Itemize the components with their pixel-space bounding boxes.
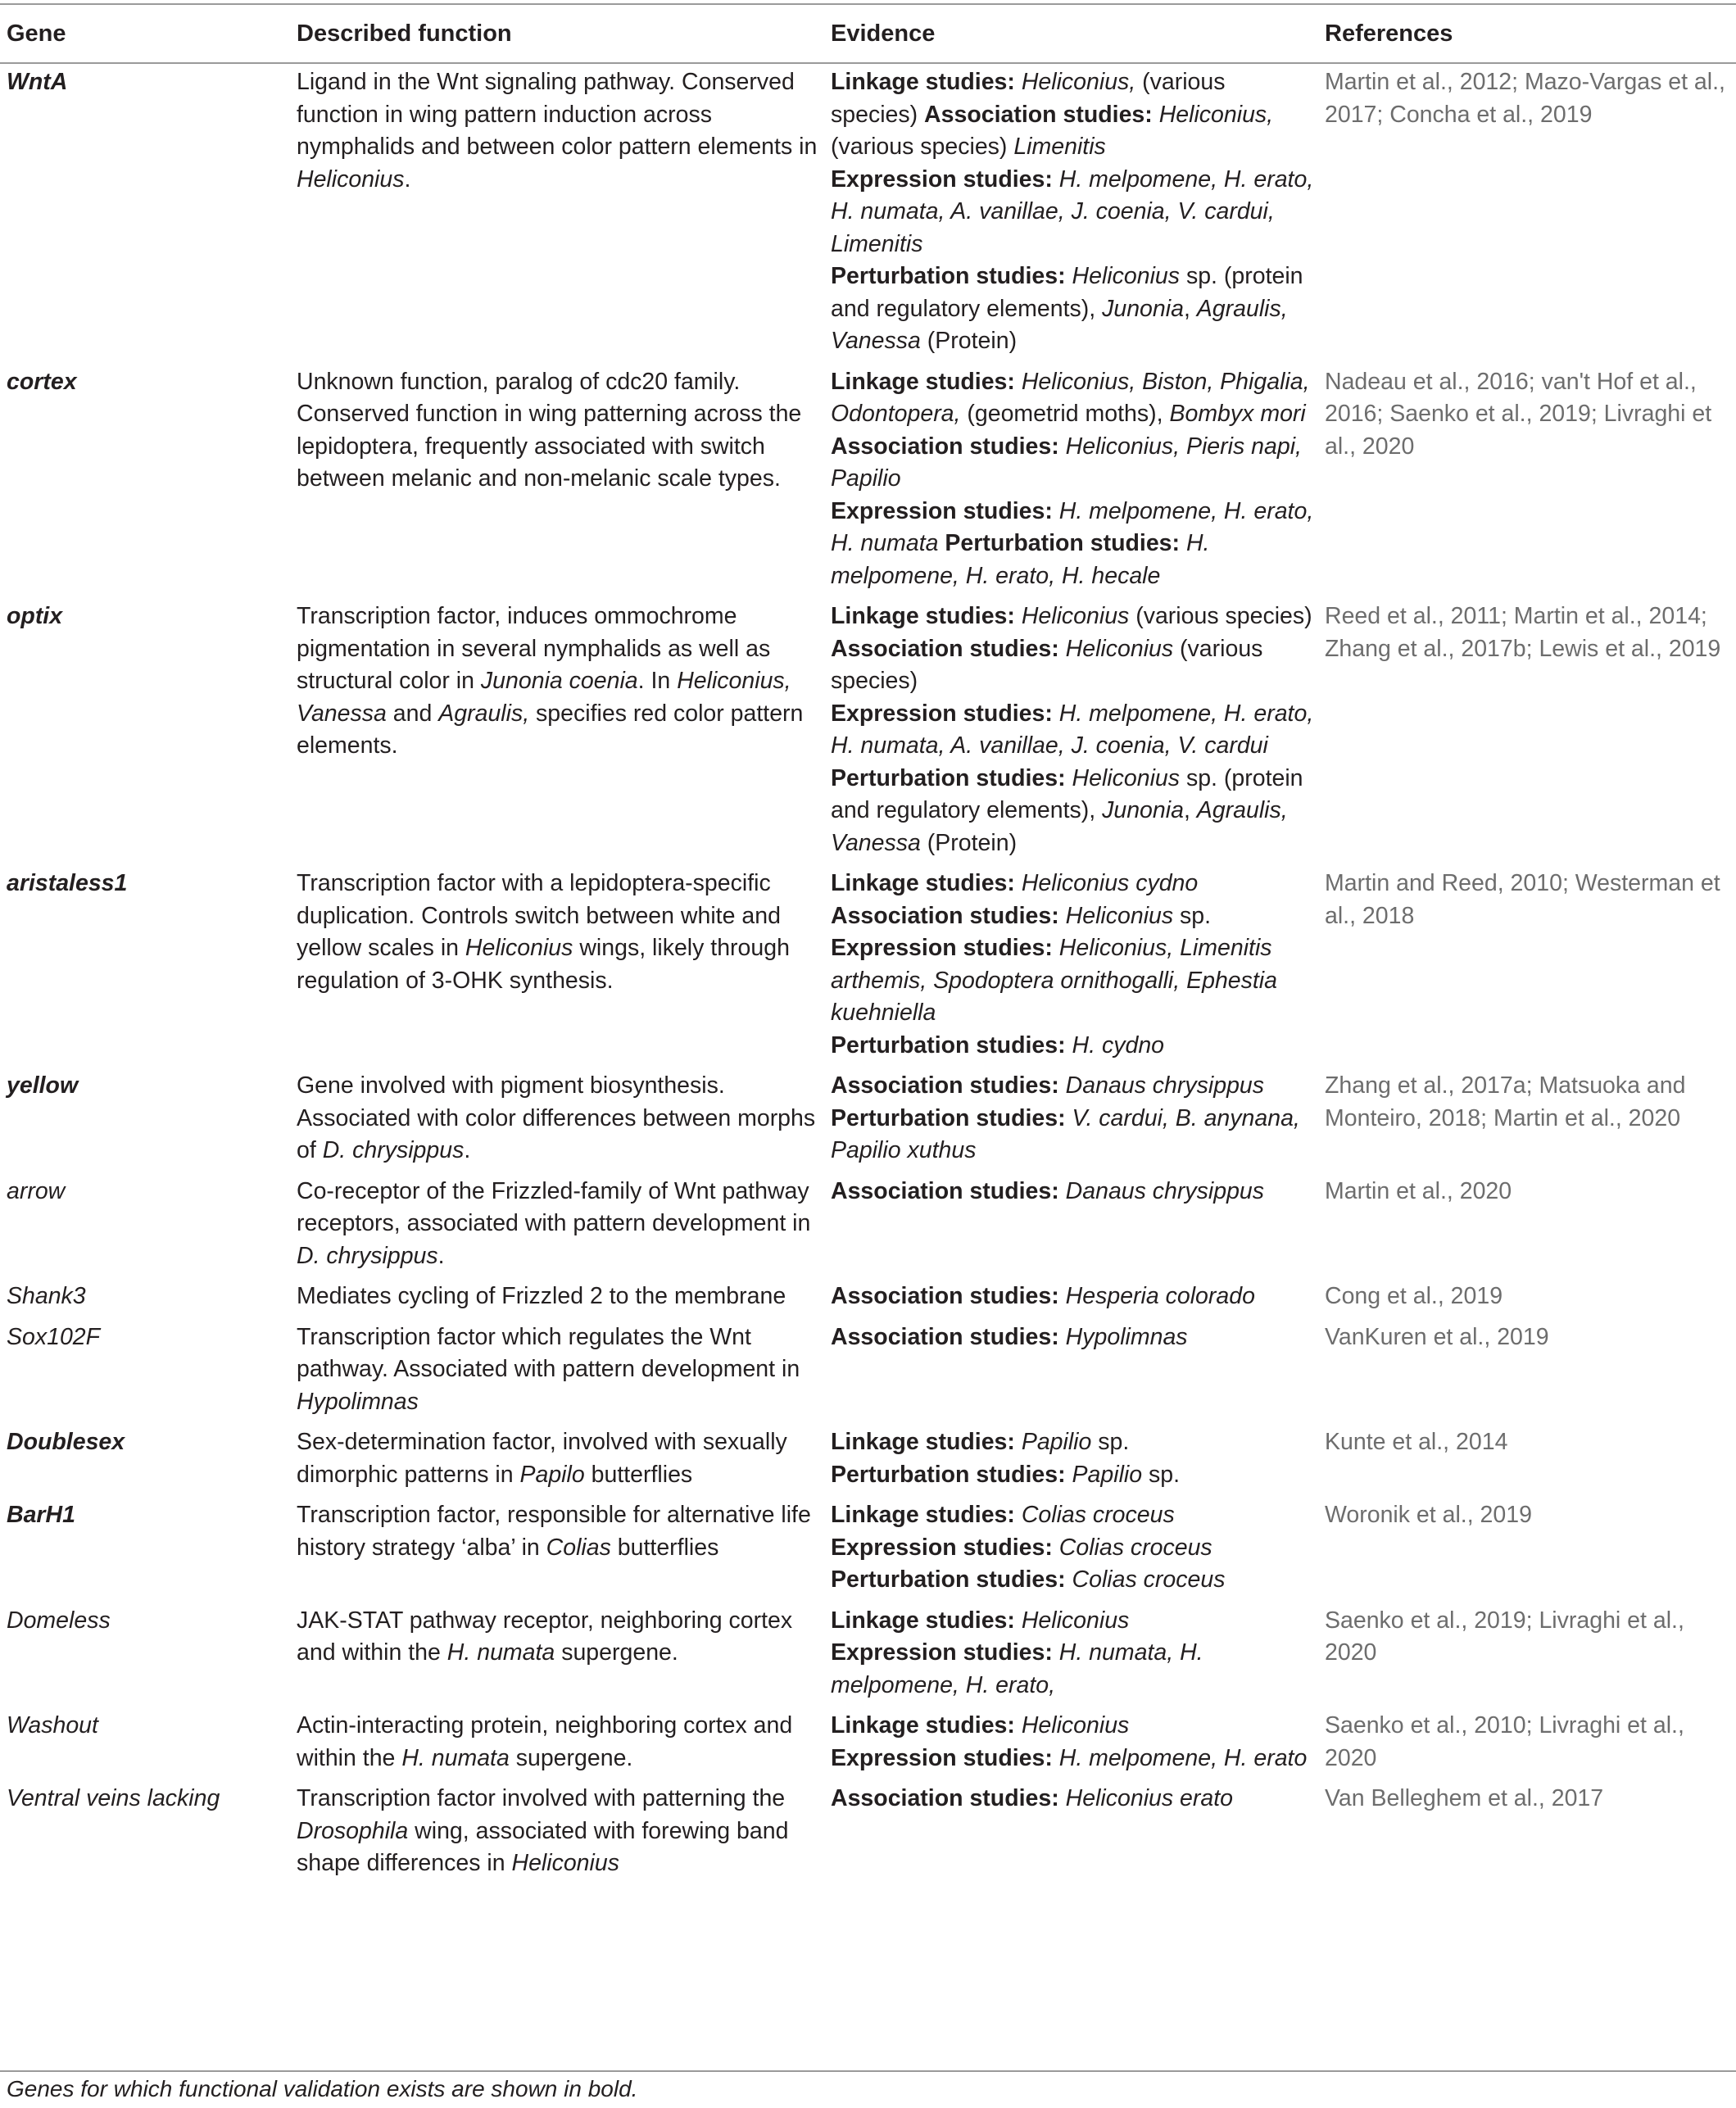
evidence-segment: Perturbation studies:	[831, 764, 1072, 791]
evidence-segment: Association studies:	[831, 433, 1066, 460]
function-segment: butterflies	[584, 1461, 693, 1488]
gene-cell: Doublesex	[7, 1429, 125, 1455]
evidence-segment: Heliconius	[1072, 263, 1181, 289]
function-segment: Sex-determination factor, involved with sexually dimorphic patterns in	[297, 1429, 787, 1488]
evidence-segment: Linkage studies:	[831, 603, 1022, 629]
gene-cell: Ventral veins lacking	[7, 1785, 220, 1811]
table-row	[0, 1705, 1736, 1778]
header-gene: Gene	[7, 20, 66, 47]
table-row	[0, 361, 1736, 596]
table-row	[0, 1317, 1736, 1422]
evidence-segment: Colias croceus	[1021, 1502, 1175, 1528]
function-cell	[297, 1421, 831, 1494]
evidence-segment: Perturbation studies:	[945, 530, 1186, 556]
evidence-segment: Association studies:	[831, 1323, 1066, 1350]
evidence-segment: Expression studies:	[831, 1639, 1059, 1666]
function-segment: Transcription factor which regulates the Wnt pathway. Associated with pattern development in	[297, 1323, 800, 1382]
references-cell: Martin et al., 2020	[1325, 1177, 1512, 1204]
evidence-cell	[831, 1317, 1325, 1422]
evidence-segment: Association studies:	[831, 902, 1066, 929]
references-cell: Saenko et al., 2010; Livraghi et al., 2020	[1325, 1712, 1684, 1771]
table-row	[0, 1171, 1736, 1276]
function-segment: supergene.	[555, 1639, 678, 1666]
table-row	[0, 1421, 1736, 1494]
evidence-segment: Heliconius	[1021, 1607, 1130, 1634]
function-segment: .	[404, 165, 411, 193]
evidence-segment: Hesperia colorado	[1065, 1283, 1255, 1309]
table-row	[0, 863, 1736, 1065]
evidence-segment: Expression studies:	[831, 1744, 1059, 1771]
gene-cell: Shank3	[7, 1283, 86, 1309]
evidence-segment: Colias croceus	[1058, 1534, 1212, 1561]
evidence-segment: Linkage studies:	[831, 1607, 1022, 1634]
function-cell	[297, 1276, 831, 1317]
evidence-cell	[831, 1705, 1325, 1778]
table-body	[0, 61, 1736, 1884]
evidence-segment: (various species)	[831, 69, 1226, 128]
evidence-segment: Heliconius	[1021, 1712, 1130, 1739]
function-segment: H. numata	[446, 1639, 555, 1666]
function-segment: Unknown function, paralog of cdc20 family. Conserved function in wing patterning across the lepidoptera, frequently associated with switch between melanic and non-melanic scale types.	[297, 368, 802, 492]
function-segment: H. numata	[401, 1744, 510, 1771]
bottom-rule	[0, 2070, 1736, 2072]
evidence-segment: sp.	[1173, 902, 1212, 929]
function-segment: Ligand in the Wnt signaling pathway. Conserved function in wing pattern induction across nymphalids and between color pattern elements in	[297, 69, 818, 160]
header-function: Described function	[297, 20, 512, 47]
function-segment: Heliconius, Vanessa	[297, 668, 791, 727]
evidence-segment: H. melpomene, H. erato, H. numata	[831, 497, 1314, 556]
table-row	[0, 596, 1736, 863]
function-segment: Drosophila	[297, 1817, 409, 1844]
function-segment: D. chrysippus	[297, 1242, 438, 1269]
references-cell: Martin et al., 2012; Mazo-Vargas et al., 2017; Concha et al., 2019	[1325, 69, 1725, 128]
function-segment: Gene involved with pigment biosynthesis. Associated with color differences between morphs of	[297, 1072, 816, 1163]
evidence-segment: Junonia	[1102, 797, 1184, 823]
gene-cell: WntA	[7, 69, 68, 95]
references-cell: Saenko et al., 2019; Livraghi et al., 2020	[1325, 1607, 1684, 1666]
evidence-segment: Heliconius erato	[1065, 1785, 1234, 1811]
evidence-segment: Heliconius, Biston, Phigalia, Odontopera,	[831, 368, 1310, 427]
function-segment: Heliconius	[297, 165, 405, 193]
evidence-segment: Expression studies:	[831, 700, 1059, 727]
evidence-segment: Heliconius	[1072, 764, 1181, 791]
evidence-segment: (various species)	[1129, 603, 1312, 629]
references-cell: Zhang et al., 2017a; Matsuoka and Monteiro, 2018; Martin et al., 2020	[1325, 1072, 1686, 1131]
header-references: References	[1325, 20, 1453, 47]
function-segment: .	[464, 1137, 471, 1163]
evidence-segment: ,	[1183, 295, 1197, 322]
evidence-segment: H. melpomene, H. erato, H. numata, A. vanillae, J. coenia, V. cardui, Limenitis	[831, 165, 1314, 257]
references-cell: Kunte et al., 2014	[1325, 1429, 1508, 1455]
evidence-segment: sp. (protein and regulatory elements),	[831, 263, 1303, 322]
evidence-cell	[831, 1421, 1325, 1494]
evidence-segment: Linkage studies:	[831, 870, 1022, 896]
gene-cell: arrow	[7, 1177, 66, 1204]
evidence-cell	[831, 863, 1325, 1065]
evidence-segment: Bombyx mori	[1169, 401, 1306, 427]
evidence-cell	[831, 1600, 1325, 1706]
function-segment: Transcription factor with a lepidoptera-specific duplication. Controls switch between white and yellow scales in	[297, 870, 781, 961]
evidence-cell	[831, 1276, 1325, 1317]
evidence-segment: Papilio	[1021, 1429, 1092, 1455]
evidence-segment: Expression studies:	[831, 935, 1059, 961]
evidence-segment: H. cydno	[1072, 1031, 1165, 1059]
evidence-segment: (various species)	[831, 134, 1014, 160]
function-segment: Agraulis,	[438, 700, 530, 727]
function-segment: JAK-STAT pathway receptor, neighboring cortex and within the	[297, 1607, 793, 1666]
function-segment: Hypolimnas	[297, 1388, 419, 1415]
evidence-segment: Association studies:	[831, 1072, 1066, 1099]
references-cell: Martin and Reed, 2010; Westerman et al., 2018	[1325, 870, 1720, 929]
evidence-segment: Agraulis, Vanessa	[831, 295, 1288, 354]
evidence-segment: sp.	[1142, 1461, 1181, 1488]
evidence-segment: Perturbation studies:	[831, 1566, 1072, 1593]
evidence-segment: (geometrid moths),	[960, 401, 1170, 427]
table-row	[0, 1600, 1736, 1706]
evidence-segment: Association studies:	[831, 1283, 1066, 1309]
evidence-segment: (various species)	[831, 635, 1263, 694]
evidence-segment: Heliconius,	[1158, 101, 1274, 128]
gene-cell: optix	[7, 603, 63, 629]
evidence-segment: (Protein)	[920, 829, 1018, 856]
evidence-cell	[831, 596, 1325, 863]
function-cell	[297, 361, 831, 596]
function-segment: D. chrysippus	[322, 1137, 465, 1163]
evidence-segment: Heliconius,	[1021, 69, 1136, 95]
evidence-segment: Danaus chrysippus	[1065, 1177, 1265, 1204]
table-row	[0, 61, 1736, 361]
evidence-segment: Papilio	[1072, 1461, 1143, 1488]
evidence-segment: Association studies:	[924, 101, 1159, 128]
references-cell: Woronik et al., 2019	[1325, 1502, 1532, 1528]
function-segment: Transcription factor, induces ommochrome pigmentation in several nymphalids as well as structural color in	[297, 603, 771, 694]
footnote: Genes for which functional validation exists are shown in bold.	[7, 2076, 638, 2101]
references-cell: Cong et al., 2019	[1325, 1283, 1503, 1309]
function-segment: specifies red color pattern elements.	[297, 700, 804, 759]
evidence-segment: Linkage studies:	[831, 1502, 1022, 1528]
evidence-segment: Association studies:	[831, 1785, 1066, 1811]
evidence-segment: H. melpomene, H. erato	[1058, 1744, 1308, 1771]
evidence-segment: H. melpomene, H. erato, H. numata, A. vanillae, J. coenia, V. cardui	[831, 700, 1314, 759]
evidence-segment: Limenitis	[1013, 134, 1106, 160]
function-cell	[297, 1494, 831, 1600]
function-segment: Transcription factor involved with patterning the	[297, 1785, 786, 1811]
evidence-segment: Perturbation studies:	[831, 1104, 1072, 1131]
evidence-cell	[831, 1494, 1325, 1600]
function-segment: wing, associated with forewing band shape differences in	[297, 1817, 789, 1876]
evidence-segment: Heliconius, Limenitis arthemis, Spodoptera ornithogalli, Ephestia kuehniella	[831, 935, 1277, 1026]
function-cell	[297, 1705, 831, 1778]
evidence-segment: Hypolimnas	[1065, 1323, 1188, 1350]
references-cell: Reed et al., 2011; Martin et al., 2014; Zhang et al., 2017b; Lewis et al., 2019	[1325, 603, 1721, 662]
function-segment: Co-receptor of the Frizzled-family of Wnt pathway receptors, associated with pattern development in	[297, 1177, 811, 1236]
evidence-segment: Heliconius, Pieris napi, Papilio	[831, 433, 1302, 492]
table-row	[0, 1276, 1736, 1317]
evidence-segment: Danaus chrysippus	[1065, 1072, 1265, 1099]
function-segment: Junonia coenia	[480, 668, 638, 694]
evidence-segment: Agraulis, Vanessa	[831, 797, 1288, 856]
evidence-segment: H. melpomene, H. erato, H. hecale	[831, 530, 1210, 589]
evidence-segment: Expression studies:	[831, 1534, 1059, 1561]
function-cell	[297, 1778, 831, 1884]
table-row	[0, 1494, 1736, 1600]
evidence-segment: Heliconius	[1065, 902, 1174, 929]
evidence-segment: Perturbation studies:	[831, 1031, 1072, 1059]
evidence-segment: Linkage studies:	[831, 1429, 1022, 1455]
gene-cell: BarH1	[7, 1502, 75, 1528]
evidence-segment: Heliconius	[1065, 635, 1174, 662]
gene-cell: yellow	[7, 1072, 79, 1099]
table-row	[0, 1778, 1736, 1884]
gene-cell: Domeless	[7, 1607, 111, 1634]
function-cell	[297, 1171, 831, 1276]
function-segment: and	[386, 700, 439, 727]
evidence-cell	[831, 61, 1325, 361]
function-segment: . In	[637, 668, 678, 694]
evidence-segment: Perturbation studies:	[831, 1461, 1072, 1488]
gene-cell: cortex	[7, 368, 77, 395]
function-segment: Actin-interacting protein, neighboring cortex and within the	[297, 1712, 793, 1771]
evidence-segment: sp. (protein and regulatory elements),	[831, 764, 1303, 823]
function-segment: Papilo	[519, 1461, 585, 1488]
table-row	[0, 1065, 1736, 1171]
references-cell: VanKuren et al., 2019	[1325, 1323, 1549, 1350]
evidence-segment: Junonia	[1102, 295, 1184, 322]
function-segment: wings, likely through regulation of 3-OHK synthesis.	[297, 935, 790, 994]
function-cell	[297, 1065, 831, 1171]
function-cell	[297, 61, 831, 361]
evidence-segment: Linkage studies:	[831, 1712, 1022, 1739]
gene-cell: aristaless1	[7, 870, 128, 896]
evidence-segment: H. numata, H. melpomene, H. erato,	[831, 1639, 1203, 1698]
evidence-segment: Expression studies:	[831, 497, 1059, 524]
function-cell	[297, 1600, 831, 1706]
function-segment: supergene.	[509, 1744, 633, 1771]
evidence-segment: (Protein)	[920, 328, 1018, 354]
function-segment: .	[437, 1242, 445, 1269]
references-cell: Nadeau et al., 2016; van't Hof et al., 2016; Saenko et al., 2019; Livraghi et al., 2020	[1325, 368, 1712, 460]
gene-cell: Washout	[7, 1712, 98, 1739]
function-cell	[297, 1317, 831, 1422]
evidence-segment: V. cardui, B. anynana, Papilio xuthus	[831, 1104, 1300, 1163]
references-cell: Van Belleghem et al., 2017	[1325, 1785, 1604, 1811]
function-segment: Transcription factor, responsible for alternative life history strategy ‘alba’ in	[297, 1502, 811, 1561]
evidence-cell	[831, 1171, 1325, 1276]
evidence-segment: Linkage studies:	[831, 368, 1022, 395]
evidence-segment: ,	[1183, 797, 1197, 823]
evidence-segment: Perturbation studies:	[831, 263, 1072, 289]
evidence-segment: Expression studies:	[831, 165, 1059, 193]
evidence-cell	[831, 361, 1325, 596]
function-cell	[297, 863, 831, 1065]
evidence-segment: Heliconius	[1021, 603, 1130, 629]
evidence-cell	[831, 1778, 1325, 1884]
evidence-segment: Colias croceus	[1072, 1566, 1226, 1593]
header-row	[0, 0, 1736, 61]
evidence-segment: Heliconius cydno	[1021, 870, 1199, 896]
function-segment: butterflies	[610, 1534, 719, 1561]
evidence-segment: Association studies:	[831, 1177, 1066, 1204]
header-evidence: Evidence	[831, 20, 936, 47]
function-segment: Colias	[546, 1534, 611, 1561]
function-cell	[297, 596, 831, 863]
function-segment: Heliconius	[511, 1850, 619, 1876]
gene-cell: Sox102F	[7, 1323, 101, 1350]
evidence-segment: Association studies:	[831, 635, 1066, 662]
function-segment: Mediates cycling of Frizzled 2 to the membrane	[297, 1283, 786, 1309]
evidence-segment: Linkage studies:	[831, 69, 1022, 95]
evidence-cell	[831, 1065, 1325, 1171]
function-segment: Heliconius	[465, 935, 573, 961]
evidence-segment: sp.	[1091, 1429, 1130, 1455]
